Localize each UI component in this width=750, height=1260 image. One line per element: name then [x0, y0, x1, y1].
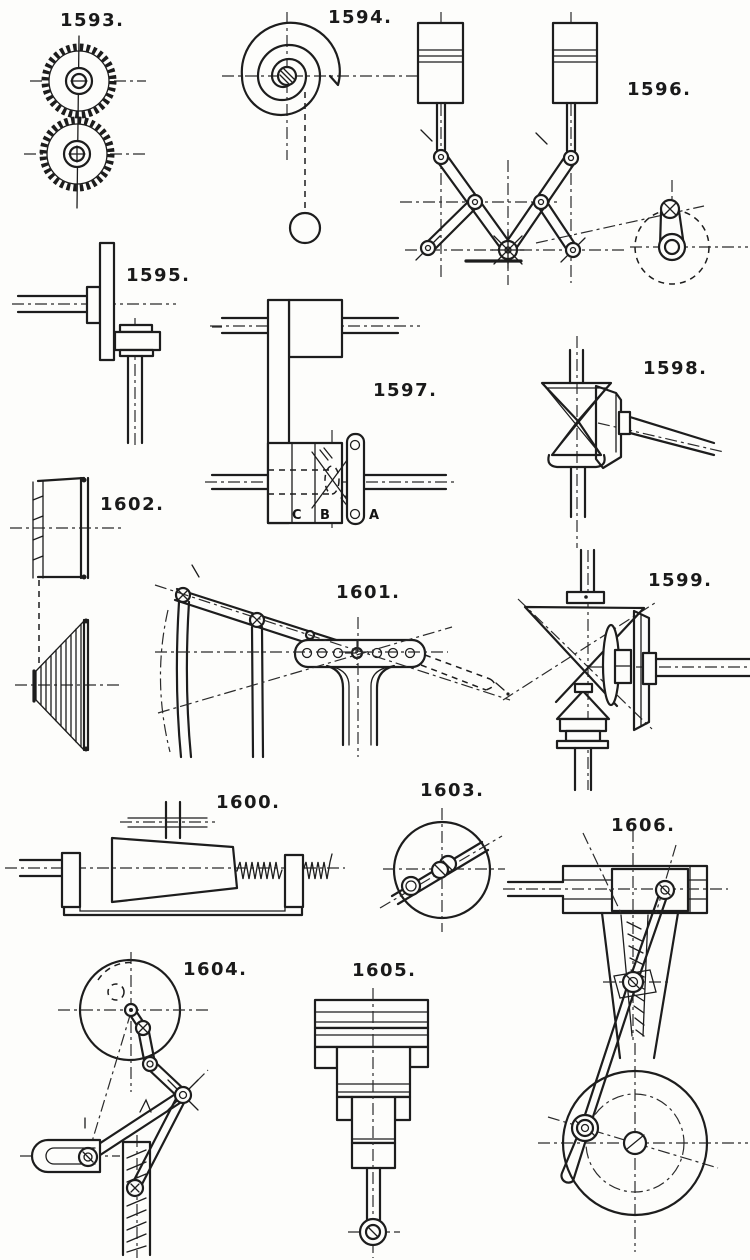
figure-1596-label: 1596.	[627, 79, 692, 100]
figure-1597-frame-link-drawing	[200, 285, 460, 535]
figure-1602-label: 1602.	[100, 494, 165, 515]
figure-1599-cone-disc-drawing	[493, 548, 750, 793]
figure-1595-friction-disc-drawing	[5, 240, 220, 455]
figure-1604-wheel-linkage-drawing	[15, 928, 285, 1260]
part-label-c: C	[292, 508, 302, 523]
figure-1600-cone-pulley-drawing	[0, 780, 350, 920]
figure-1600-label: 1600.	[216, 792, 281, 813]
figure-1594-label: 1594.	[328, 7, 393, 28]
figure-1599-label: 1599.	[648, 570, 713, 591]
figure-1606-crosshead-flywheel-drawing	[498, 808, 750, 1260]
figure-1593-scroll-gears-drawing	[10, 5, 160, 220]
figure-1603-label: 1603.	[420, 780, 485, 801]
figure-1598-label: 1598.	[643, 358, 708, 379]
figure-1605-stepped-piston-drawing	[280, 948, 505, 1260]
part-label-b: B	[320, 508, 330, 523]
figure-1601-label: 1601.	[336, 582, 401, 603]
figure-1602-drum-cone-drawing	[5, 460, 185, 760]
figure-1597-label: 1597.	[373, 380, 438, 401]
figure-1605-label: 1605.	[352, 960, 417, 981]
figure-1596-piston-linkage-drawing	[398, 5, 750, 295]
figure-1601-lever-linkage-drawing	[140, 548, 525, 763]
part-label-a: A	[369, 508, 380, 523]
figure-1604-label: 1604.	[183, 959, 248, 980]
figure-1598-cone-gear-drawing	[495, 330, 750, 555]
figure-1593-label: 1593.	[60, 10, 125, 31]
figure-1595-label: 1595.	[126, 265, 191, 286]
figure-1606-label: 1606.	[611, 815, 676, 836]
